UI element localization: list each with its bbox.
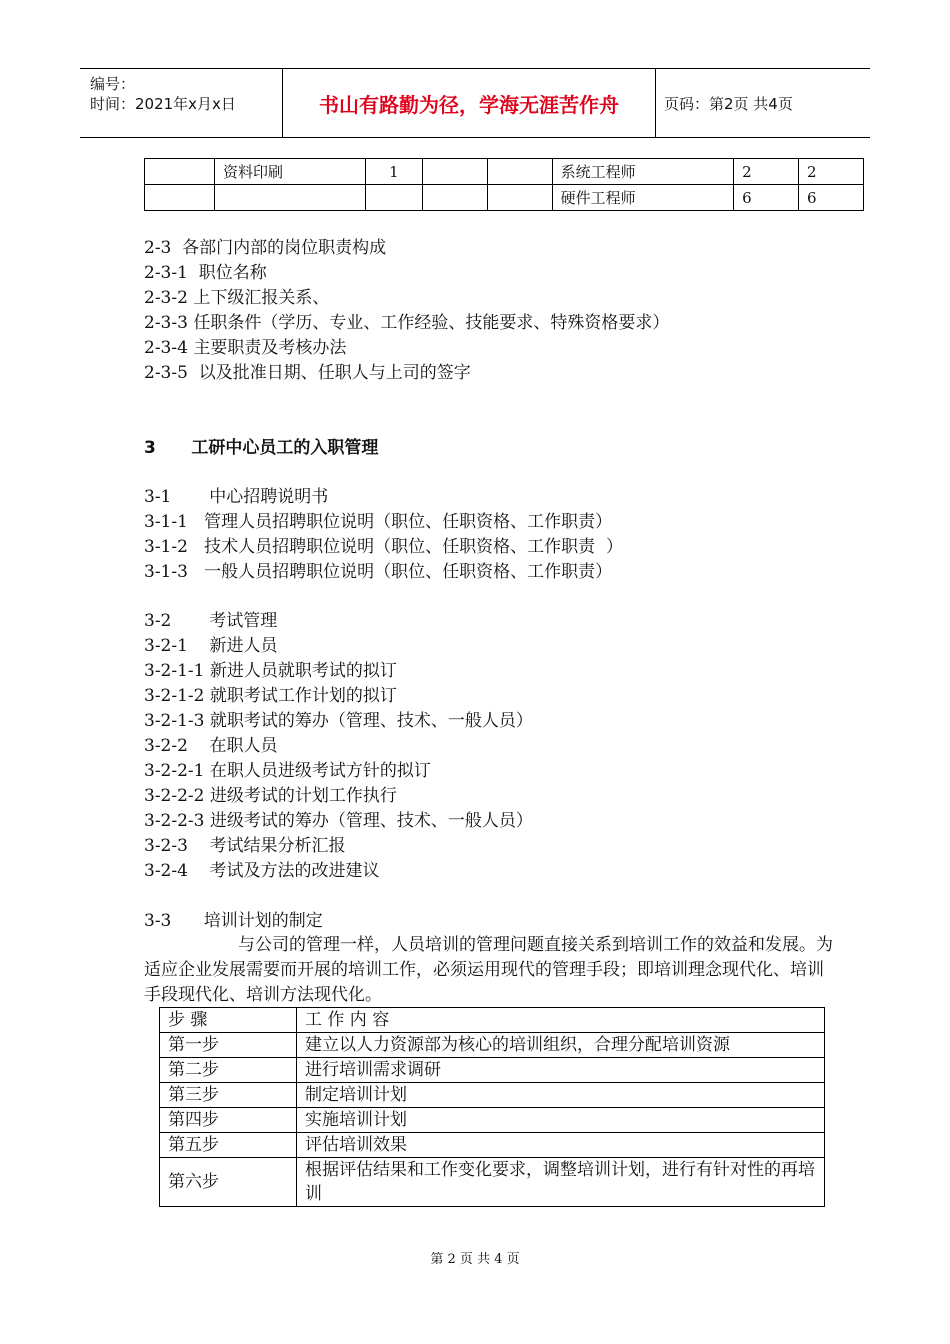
section-title: 3 工研中心员工的入职管理 xyxy=(144,438,379,458)
table-row xyxy=(160,1108,825,1133)
text-line: 2-3-3 任职条件（学历、专业、工作经验、技能要求、特殊资格要求） xyxy=(144,313,670,333)
text-line: 3-2-1-2 就职考试工作计划的拟订 xyxy=(144,686,397,706)
table-row xyxy=(160,1033,825,1058)
table-cell: 1 xyxy=(366,159,423,185)
table-cell: 2 xyxy=(734,159,799,185)
table-header-row xyxy=(160,1008,825,1033)
content-cell: 建立以人力资源部为核心的培训组织，合理分配培训资源 xyxy=(297,1033,825,1058)
text-line: 3-1-1 管理人员招聘职位说明（职位、任职资格、工作职责） xyxy=(144,512,613,532)
step-cell: 第四步 xyxy=(160,1108,297,1133)
step-cell: 第三步 xyxy=(160,1083,297,1108)
step-cell: 第五步 xyxy=(160,1133,297,1158)
table-cell: 2 xyxy=(799,159,864,185)
text-line: 3-2-4 考试及方法的改进建议 xyxy=(144,861,380,881)
text-line: 3-2-1-3 就职考试的筹办（管理、技术、一般人员） xyxy=(144,711,533,731)
table-cell xyxy=(145,159,215,185)
text-line: 3-2-2-2 进级考试的计划工作执行 xyxy=(144,786,397,806)
header-meta xyxy=(80,69,283,137)
content-cell: 评估培训效果 xyxy=(297,1133,825,1158)
column-header-step: 步 骤 xyxy=(160,1008,297,1033)
table-cell xyxy=(487,159,552,185)
text-line: 3-2-1-1 新进人员就职考试的拟订 xyxy=(144,661,397,681)
text-line: 2-3 各部门内部的岗位职责构成 xyxy=(144,238,387,258)
staff-table xyxy=(144,158,864,211)
table-cell xyxy=(487,185,552,211)
text-line: 3-2-1 新进人员 xyxy=(144,636,278,656)
table-cell: 系统工程师 xyxy=(552,159,734,185)
text-line: 3-2 考试管理 xyxy=(144,611,278,631)
table-row xyxy=(160,1058,825,1083)
time-label: 时间：2021年x月x日 xyxy=(90,95,236,113)
text-line: 3-1-2 技术人员招聘职位说明（职位、任职资格、工作职责 ） xyxy=(144,537,623,557)
content-cell: 实施培训计划 xyxy=(297,1108,825,1133)
text-line: 3-2-2 在职人员 xyxy=(144,736,278,756)
table-row xyxy=(160,1133,825,1158)
number-label: 编号： xyxy=(90,75,136,93)
table-cell xyxy=(145,185,215,211)
header-page-info: 页码：第2页 共4页 xyxy=(664,94,793,113)
table-cell xyxy=(422,159,487,185)
table-cell: 6 xyxy=(799,185,864,211)
table-cell xyxy=(214,185,365,211)
table-cell xyxy=(366,185,423,211)
text-line: 3-2-3 考试结果分析汇报 xyxy=(144,836,346,856)
table-cell: 硬件工程师 xyxy=(552,185,734,211)
text-line: 3-1-3 一般人员招聘职位说明（职位、任职资格、工作职责） xyxy=(144,562,613,582)
step-cell: 第一步 xyxy=(160,1033,297,1058)
table-row xyxy=(145,185,864,211)
table-cell: 资料印刷 xyxy=(214,159,365,185)
table-row xyxy=(160,1083,825,1108)
text-line: 3-1 中心招聘说明书 xyxy=(144,487,329,507)
content-cell: 进行培训需求调研 xyxy=(297,1058,825,1083)
training-paragraph: 与公司的管理一样，人员培训的管理问题直接关系到培训工作的效益和发展。为适应企业发展需要而开展的培训工作，必须运用现代的管理手段；即培训理念现代化、培训手段现代化、培训方法现代化。 xyxy=(144,935,833,1005)
subsection-title: 3-3 培训计划的制定 xyxy=(144,911,323,931)
training-steps-table xyxy=(159,1007,825,1207)
page-footer: 第 2 页 共 4 页 xyxy=(430,1252,520,1267)
table-cell xyxy=(422,185,487,211)
text-line: 2-3-1 职位名称 xyxy=(144,263,267,283)
text-line: 2-3-2 上下级汇报关系、 xyxy=(144,288,330,308)
page-header xyxy=(80,68,870,138)
content-cell: 根据评估结果和工作变化要求，调整培训计划，进行有针对性的再培训 xyxy=(297,1158,825,1207)
step-cell: 第六步 xyxy=(160,1158,297,1207)
step-cell: 第二步 xyxy=(160,1058,297,1083)
table-row xyxy=(160,1158,825,1207)
text-line: 2-3-4 主要职责及考核办法 xyxy=(144,338,347,358)
text-line: 2-3-5 以及批准日期、任职人与上司的签字 xyxy=(144,363,471,383)
text-line: 3-2-2-3 进级考试的筹办（管理、技术、一般人员） xyxy=(144,811,533,831)
header-motto: 书山有路勤为径，学海无涯苦作舟 xyxy=(283,69,656,137)
content-cell: 制定培训计划 xyxy=(297,1083,825,1108)
text-line: 3-2-2-1 在职人员进级考试方针的拟订 xyxy=(144,761,431,781)
column-header-content: 工 作 内 容 xyxy=(297,1008,825,1033)
table-cell: 6 xyxy=(734,185,799,211)
table-row xyxy=(145,159,864,185)
